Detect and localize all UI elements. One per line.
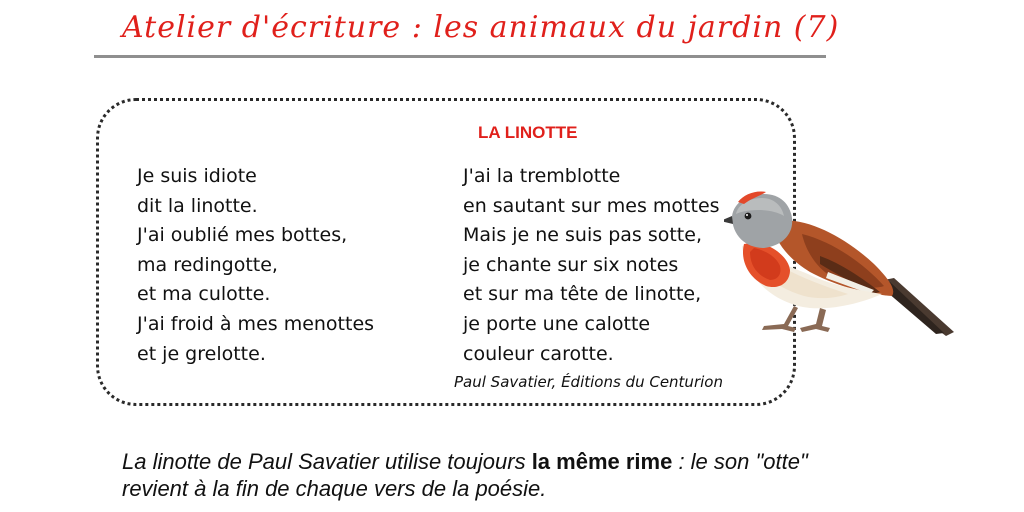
- caption-emphasis: la même rime: [531, 449, 673, 474]
- poem-verse: et ma culotte.: [137, 283, 271, 306]
- caption: [122, 448, 982, 502]
- poem-verse: je porte une calotte: [463, 312, 651, 335]
- caption-line-2: revient à la fin de chaque vers de la poésie.: [122, 476, 547, 501]
- caption-text: : le son "otte": [672, 449, 808, 474]
- poem-verse: et sur ma tête de linotte,: [463, 283, 702, 306]
- poem-verse: je chante sur six notes: [463, 253, 679, 276]
- poem-title: LA LINOTTE: [478, 123, 578, 142]
- caption-text: La linotte de Paul Savatier utilise toujours: [122, 449, 532, 474]
- poem-left-stanza: [137, 162, 437, 369]
- poem-verse: J'ai la tremblotte: [463, 165, 621, 187]
- linnet-bird-icon: [724, 186, 960, 346]
- poem-verse: Je suis idiote: [137, 165, 257, 187]
- caption-line-1: [122, 448, 982, 475]
- poem-verse: et je grelotte.: [137, 342, 266, 365]
- poem-verse: Mais je ne suis pas sotte,: [463, 224, 702, 247]
- poem-verse: dit la linotte.: [137, 194, 258, 217]
- poem-verse: en sautant sur mes mottes: [463, 194, 720, 217]
- poem-verse: J'ai oublié mes bottes,: [137, 224, 348, 247]
- header-underline: [94, 55, 826, 58]
- poem-verse: couleur carotte.: [463, 342, 614, 365]
- poem-credit: Paul Savatier, Éditions du Centurion: [454, 373, 723, 391]
- page-header-title: Atelier d'écriture : les animaux du jardin (7): [122, 10, 840, 45]
- poem-verse: ma redingotte,: [137, 253, 278, 276]
- poem-verse: J'ai froid à mes menottes: [137, 312, 375, 335]
- poem-right-stanza: [463, 162, 753, 369]
